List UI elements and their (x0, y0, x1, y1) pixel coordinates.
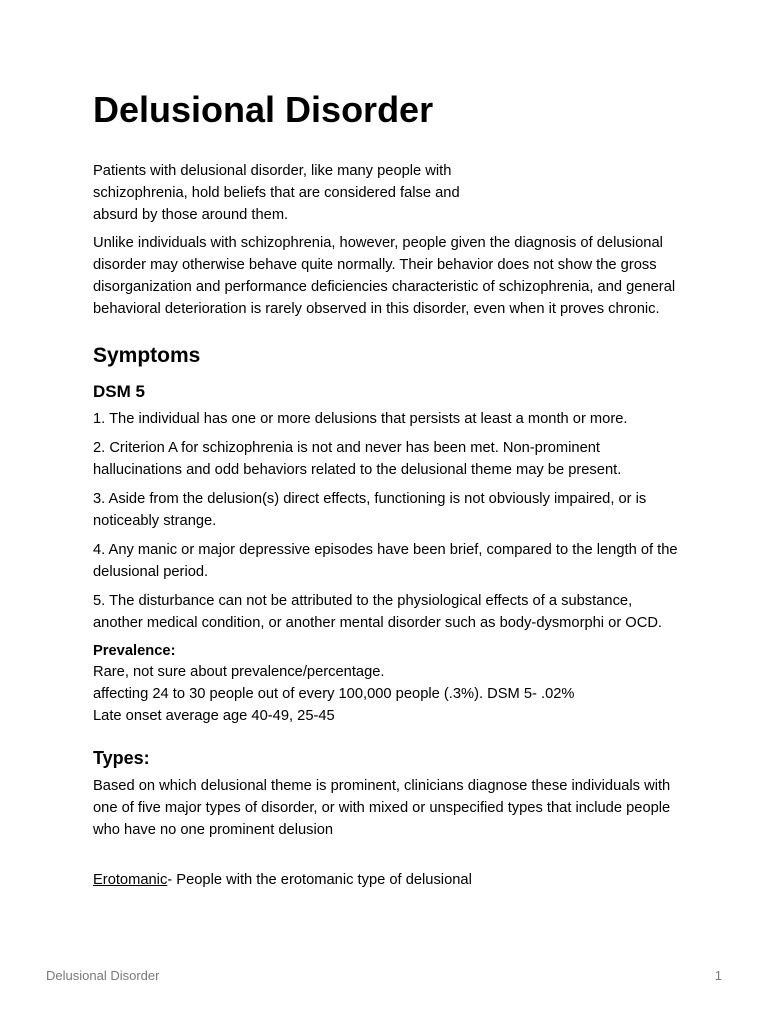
prevalence-line: Rare, not sure about prevalence/percentage. (93, 664, 385, 680)
prevalence-label: Prevalence: (93, 643, 176, 659)
criterion-item: 1. The individual has one or more delusions that persists at least a month or more. (93, 411, 628, 427)
prevalence-section (93, 641, 683, 727)
criterion-item: 5. The disturbance can not be attributed to the physiological effects of a substance, another medical condition, or another mental disorder such as body-dysmorphi or OCD. (93, 593, 663, 631)
symptoms-heading: Symptoms (93, 344, 201, 367)
prevalence-line: affecting 24 to 30 people out of every 100,000 people (.3%). DSM 5- .02% (93, 686, 575, 702)
intro-paragraph-1: Patients with delusional disorder, like many people with schizophrenia, hold beliefs that are considered false and absurd by those around them. (93, 163, 460, 223)
footer-page-number: 1 (714, 968, 722, 983)
dsm5-subheading: DSM 5 (93, 382, 145, 401)
prevalence-line: Late onset average age 40-49, 25-45 (93, 708, 335, 724)
type-erotomanic (93, 869, 683, 891)
criterion-item: 3. Aside from the delusion(s) direct effects, functioning is not obviously impaired, or is noticeably strange. (93, 491, 647, 529)
types-description: Based on which delusional theme is prominent, clinicians diagnose these individuals with one of five major types of disorder, or with mixed or unspecified types that include people who have no one prominent delusion (93, 778, 671, 838)
page-title: Delusional Disorder (93, 89, 434, 130)
intro-paragraph-2: Unlike individuals with schizophrenia, however, people given the diagnosis of delusional disorder may otherwise behave quite normally. Their behavior does not show the gross disorganization and performance deficiencies characteristic of schizophrenia, and general behavioral deterioration is rarely observed in this disorder, even when it proves chronic. (93, 235, 676, 317)
criteria-list (93, 408, 683, 634)
type-term-link[interactable]: Erotomanic (93, 872, 168, 888)
type-erotomanic-text: - People with the erotomanic type of delusional (167, 872, 472, 888)
document-page (93, 88, 683, 897)
types-heading: Types: (93, 748, 150, 768)
criterion-item: 2. Criterion A for schizophrenia is not and never has been met. Non-prominent hallucinations and odd behaviors related to the delusional theme may be present. (93, 440, 622, 478)
footer-doc-title: Delusional Disorder (46, 968, 160, 983)
criterion-item: 4. Any manic or major depressive episodes have been brief, compared to the length of the delusional period. (93, 542, 678, 580)
